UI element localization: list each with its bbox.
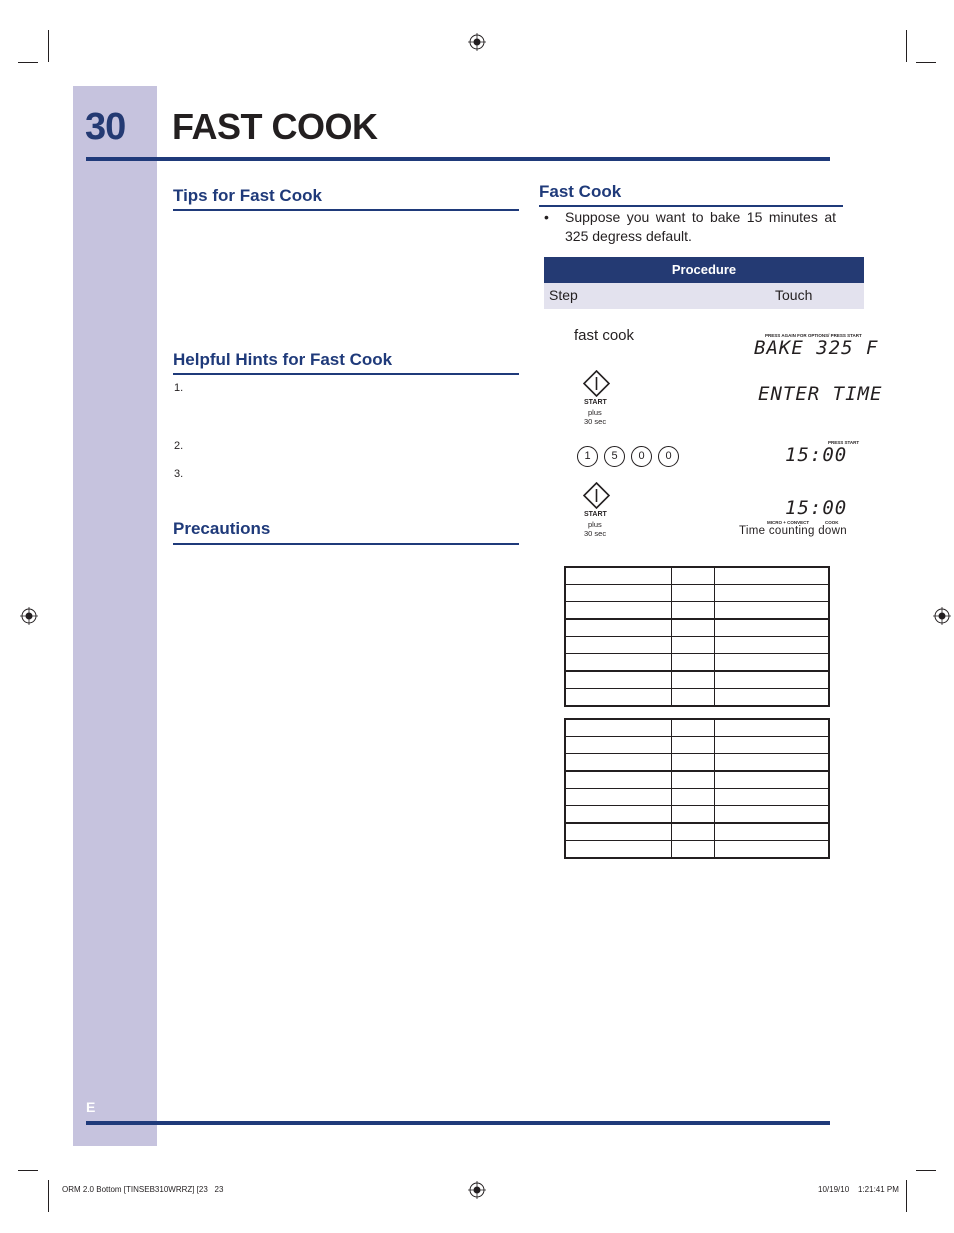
crop-mark <box>906 1180 907 1212</box>
display-mode-right: COOK <box>825 520 839 525</box>
table-row <box>565 719 829 737</box>
hint-number: 3. <box>174 468 184 480</box>
start-key-icon <box>583 370 610 397</box>
procedure-subheader <box>544 283 864 309</box>
page-sidebar <box>73 86 157 1146</box>
display-hint: PRESS START <box>828 440 860 445</box>
table-row <box>565 585 829 602</box>
thirty-sec-label: 30 sec <box>584 417 607 426</box>
table-row <box>565 654 829 672</box>
tips-heading: Tips for Fast Cook <box>173 186 322 205</box>
display-readout: BAKE 325 F <box>754 337 879 359</box>
tips-heading-rule <box>173 209 519 211</box>
start-key-icon <box>583 482 610 509</box>
precautions-heading: Precautions <box>173 519 271 538</box>
procedure-header: Procedure <box>544 257 864 283</box>
digit-key-1: 1 <box>577 446 598 467</box>
page-title: FAST COOK <box>172 106 378 147</box>
crop-mark <box>48 1180 49 1212</box>
digit-key-0: 0 <box>658 446 679 467</box>
crop-mark <box>48 30 49 62</box>
crop-mark <box>916 1170 936 1171</box>
crop-mark <box>906 30 907 62</box>
table-row <box>565 789 829 806</box>
display-readout: ENTER TIME <box>758 383 883 405</box>
footer-file-info: ORM 2.0 Bottom [TINSEB310WRRZ] [23 23 <box>62 1185 224 1194</box>
plus-label: plus <box>588 408 602 417</box>
page-number: 30 <box>85 106 126 148</box>
table-row <box>565 823 829 841</box>
fast-cook-key: fast cook <box>574 327 635 344</box>
table-row <box>565 637 829 654</box>
table-row <box>565 841 829 859</box>
table-row <box>565 771 829 789</box>
registration-mark-icon <box>20 607 38 625</box>
registration-mark-icon <box>468 1181 486 1199</box>
example-bullet <box>544 208 836 246</box>
hint-number: 2. <box>174 440 184 452</box>
footer-time: 1:21:41 PM <box>858 1185 899 1194</box>
fast-cook-heading-rule <box>539 205 843 207</box>
table-row <box>565 689 829 707</box>
hints-heading: Helpful Hints for Fast Cook <box>173 350 393 369</box>
display-hint: PRESS AGAIN FOR OPTIONS/ PRESS START <box>765 333 862 338</box>
table-row <box>565 754 829 772</box>
digit-key-5: 5 <box>604 446 625 467</box>
precautions-heading-rule <box>173 543 519 545</box>
crop-mark <box>916 62 936 63</box>
display-readout: 15:00 <box>785 444 848 466</box>
registration-mark-icon <box>468 33 486 51</box>
hint-number: 1. <box>174 382 184 394</box>
footer-rule <box>86 1121 830 1125</box>
table-row <box>565 567 829 585</box>
empty-table-2 <box>564 718 830 859</box>
header-rule <box>86 157 830 161</box>
language-tab: E <box>86 1099 96 1115</box>
table-row <box>565 619 829 637</box>
hints-heading-rule <box>173 373 519 375</box>
table-row <box>565 671 829 689</box>
fast-cook-heading: Fast Cook <box>539 182 622 201</box>
footer-date: 10/19/10 <box>818 1185 850 1194</box>
plus-label: plus <box>588 520 602 529</box>
thirty-sec-label: 30 sec <box>584 529 607 538</box>
bullet-icon: • <box>544 209 549 225</box>
step-column-label: Step <box>549 287 578 303</box>
crop-mark <box>18 1170 38 1171</box>
start-key-label: START <box>584 511 607 518</box>
crop-mark <box>18 62 38 63</box>
start-key-label: START <box>584 399 607 406</box>
table-row <box>565 806 829 824</box>
registration-mark-icon <box>933 607 951 625</box>
bullet-text: Suppose you want to bake 15 minutes at 325 degress default. <box>565 209 836 244</box>
table-row <box>565 737 829 754</box>
display-readout: 15:00 <box>785 497 848 519</box>
touch-column-label: Touch <box>775 287 813 303</box>
display-mode-left: MICRO + CONVECT <box>767 520 810 525</box>
display-caption: Time counting down <box>739 525 847 537</box>
empty-table-1 <box>564 566 830 707</box>
table-row <box>565 602 829 620</box>
digit-key-0: 0 <box>631 446 652 467</box>
